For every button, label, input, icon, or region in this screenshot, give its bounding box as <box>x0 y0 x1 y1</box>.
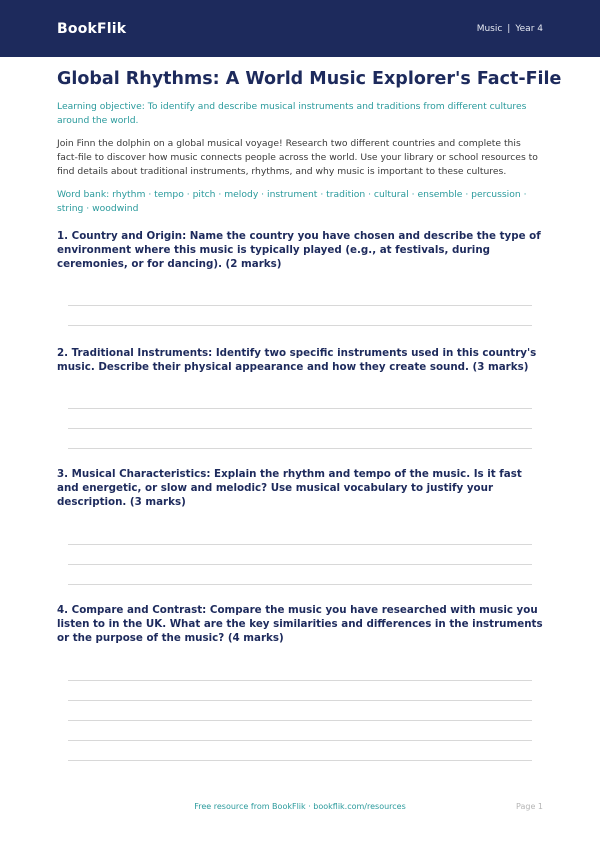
answer-line[interactable] <box>68 584 532 585</box>
answer-line[interactable] <box>68 305 532 306</box>
footer-resource-link[interactable]: Free resource from BookFlik · bookflik.com/resources <box>194 802 406 811</box>
worksheet-body <box>57 57 562 644</box>
answer-line[interactable] <box>68 760 532 761</box>
year-label: Year 4 <box>515 23 543 34</box>
answer-line[interactable] <box>68 428 532 429</box>
answer-line[interactable] <box>68 408 532 409</box>
answer-area-4[interactable] <box>68 680 532 780</box>
answer-line[interactable] <box>68 700 532 701</box>
page-footer <box>0 802 600 816</box>
answer-line[interactable] <box>68 564 532 565</box>
answer-line[interactable] <box>68 740 532 741</box>
header-separator: | <box>507 23 511 34</box>
answer-line[interactable] <box>68 544 532 545</box>
answer-line[interactable] <box>68 448 532 449</box>
answer-line[interactable] <box>68 720 532 721</box>
question-1: 1. Country and Origin: Name the country you have chosen and describe the type of environment where this music is typically played (e.g., at festivals, during ceremonies, or for dancing). (2 marks) <box>57 230 541 270</box>
page-header <box>0 0 600 57</box>
answer-line[interactable] <box>68 680 532 681</box>
question-2: 2. Traditional Instruments: Identify two specific instruments used in this country's music. Describe their physical appearance and how they create sound. (3 marks) <box>57 347 537 373</box>
answer-line[interactable] <box>68 325 532 326</box>
header-meta <box>477 24 543 34</box>
page-number: Page 1 <box>516 802 543 811</box>
answer-area-3[interactable] <box>68 544 532 604</box>
page-title: Global Rhythms: A World Music Explorer's Fact-File <box>57 69 562 89</box>
learning-objective: Learning objective: To identify and describe musical instruments and traditions from different cultures around the world. <box>57 101 527 126</box>
brand-logo: BookFlik <box>57 20 127 37</box>
subject-label: Music <box>476 23 503 34</box>
answer-area-2[interactable] <box>68 408 532 468</box>
question-3: 3. Musical Characteristics: Explain the rhythm and tempo of the music. Is it fast and energetic, or slow and melodic? Use musical vocabulary to justify your description. (3 marks) <box>57 468 522 508</box>
word-bank: Word bank: rhythm · tempo · pitch · melody · instrument · tradition · cultural · ensemble · percussion · string · woodwind <box>57 189 527 214</box>
answer-area-1[interactable] <box>68 305 532 345</box>
intro-paragraph: Join Finn the dolphin on a global musical voyage! Research two different countries and complete this fact-file to discover how music connects people across the world. Use your library or school resources to find details about traditional instruments, rhythms, and why music is important to these cultures. <box>57 138 538 177</box>
question-4: 4. Compare and Contrast: Compare the music you have researched with music you listen to in the UK. What are the key similarities and differences in the instruments or the purpose of the music? (4 marks) <box>57 604 543 644</box>
